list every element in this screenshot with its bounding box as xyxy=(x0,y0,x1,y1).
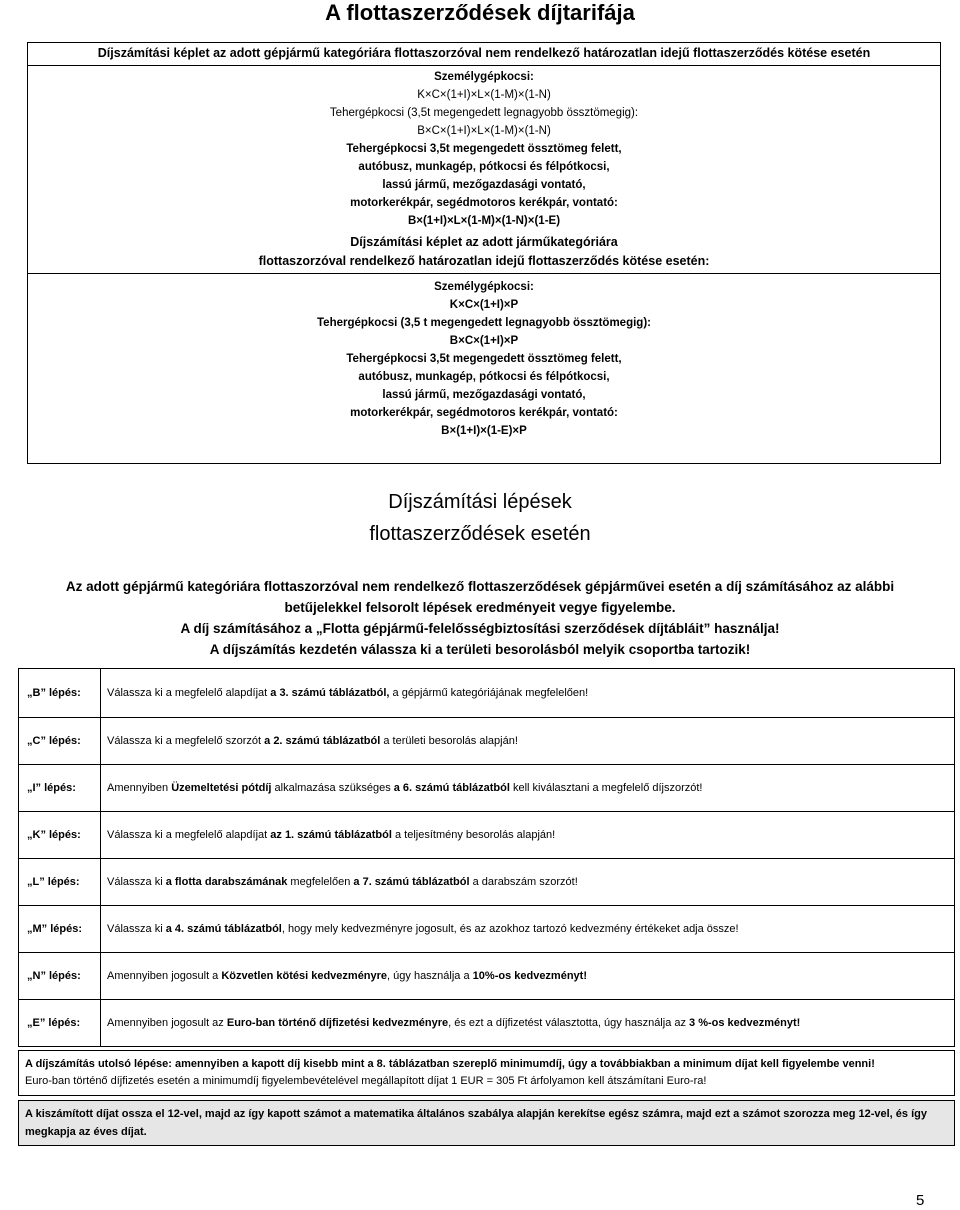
intro-line: Az adott gépjármű kategóriára flottaszorzóval nem rendelkező flottaszerződések gépjárművei esetén a díj számításához az alábbi xyxy=(65,579,895,594)
formula-line: Tehergépkocsi 3,5t megengedett össztömeg felett, xyxy=(346,143,622,155)
step-text: 3 %-os kedvezményt! xyxy=(689,1017,801,1029)
step-label: „I” lépés: xyxy=(19,765,101,812)
step-row xyxy=(19,953,955,1000)
note-euro-conversion: Euro-ban történő díjfizetés esetén a minimumdíj figyelembevételével megállapított díjat 1 EUR = 305 Ft árfolyamon kell átszámítani Euro-ra! xyxy=(25,1075,707,1087)
formula-line: Személygépkocsi: xyxy=(434,71,534,83)
step-label: „E” lépés: xyxy=(19,1000,101,1047)
step-label: „M” lépés: xyxy=(19,906,101,953)
steps-table xyxy=(18,668,955,1047)
step-text: kell kiválasztani a megfelelő díjszorzót! xyxy=(509,782,703,794)
step-description xyxy=(101,765,955,812)
step-row xyxy=(19,765,955,812)
step-text: a területi besorolás alapján! xyxy=(380,735,518,747)
formula-line: Tehergépkocsi 3,5t megengedett össztömeg felett, xyxy=(346,353,622,365)
step-text: , hogy mely kedvezményre jogosult, és az azokhoz tartozó kedvezmény értékeket adja össze! xyxy=(281,923,739,935)
page-number: 5 xyxy=(916,1192,925,1209)
step-text: , úgy használja a xyxy=(387,970,473,982)
step-text: Amennyiben jogosult az xyxy=(107,1017,227,1029)
step-row xyxy=(19,906,955,953)
note-annual-fee: A kiszámított díjat ossza el 12-vel, majd az így kapott számot a matematika általános szabálya alapján kerekítse egész számra, majd ezt a számot szorozza meg 12-vel, és így megkapja az éves díjat. xyxy=(18,1100,955,1146)
step-description xyxy=(101,1000,955,1047)
step-text: alkalmazása szükséges xyxy=(271,782,394,794)
step-row xyxy=(19,859,955,906)
formula-line: Tehergépkocsi (3,5 t megengedett legnagyobb össztömegig): xyxy=(317,317,651,329)
step-text: az 1. számú táblázatból xyxy=(270,829,392,841)
divider xyxy=(28,273,940,274)
step-text: Válassza ki xyxy=(107,923,166,935)
section-title-line1: Díjszámítási lépések xyxy=(388,491,572,513)
step-text: a darabszám szorzót! xyxy=(469,876,578,888)
step-description xyxy=(101,906,955,953)
step-text: a 2. számú táblázatból xyxy=(264,735,381,747)
step-text: Válassza ki xyxy=(107,876,166,888)
step-text: Válassza ki a megfelelő szorzót xyxy=(107,735,265,747)
formula-line: B×C×(1+I)×P xyxy=(449,335,519,347)
step-text: a flotta darabszámának xyxy=(165,876,288,888)
note-minimum-fee-bold: A díjszámítás utolsó lépése: amennyiben a kapott díj kisebb mint a 8. táblázatban szereplő minimumdíj, úgy a továbbiakban a minimum díjat kell figyelembe venni! xyxy=(25,1058,875,1070)
step-text: Amennyiben xyxy=(107,782,172,794)
step-text: a teljesítmény besorolás alapján! xyxy=(391,829,556,841)
step-row xyxy=(19,669,955,718)
step-text: a 3. számú táblázatból, xyxy=(270,687,390,699)
step-text: Amennyiben jogosult a xyxy=(107,970,222,982)
step-row xyxy=(19,718,955,765)
section-title-line2: flottaszerződések esetén xyxy=(369,523,591,545)
formula-line: lassú jármű, mezőgazdasági vontató, xyxy=(382,389,586,401)
formula-header: Díjszámítási képlet az adott gépjármű kategóriára flottaszorzóval nem rendelkező határozatlan idejű flottaszerződés kötése esetén xyxy=(28,43,940,66)
step-description xyxy=(101,669,955,718)
intro-line: A díjszámítás kezdetén válassza ki a területi besorolásból melyik csoportba tartozik! xyxy=(209,642,751,657)
intro-line: betűjelekkel felsorolt lépések eredményeit vegye figyelembe. xyxy=(284,600,676,615)
step-label: „L” lépés: xyxy=(19,859,101,906)
formula-header-2-line2: flottaszorzóval rendelkező határozatlan idejű flottaszerződés kötése esetén: xyxy=(258,254,710,268)
intro-line: A díj számításához a „Flotta gépjármű-felelősségbiztosítási szerződések díjtábláit” használja! xyxy=(180,621,780,636)
step-text: 10%-os kedvezményt! xyxy=(472,970,587,982)
formula-line: lassú jármű, mezőgazdasági vontató, xyxy=(382,179,586,191)
step-text: megfelelően xyxy=(287,876,354,888)
step-text: a 7. számú táblázatból xyxy=(353,876,470,888)
formula-line: K×C×(1+I)×L×(1-M)×(1-N) xyxy=(417,89,551,101)
step-row xyxy=(19,812,955,859)
step-label: „K” lépés: xyxy=(19,812,101,859)
step-text: Válassza ki a megfelelő alapdíjat xyxy=(107,687,271,699)
step-label: „N” lépés: xyxy=(19,953,101,1000)
step-description xyxy=(101,859,955,906)
intro-text xyxy=(0,576,960,660)
formula-line: Személygépkocsi: xyxy=(434,281,534,293)
step-text: a 6. számú táblázatból xyxy=(393,782,510,794)
formula-line: autóbusz, munkagép, pótkocsi és félpótkocsi, xyxy=(358,371,610,383)
step-text: , és ezt a díjfizetést választotta, úgy használja az xyxy=(448,1017,690,1029)
step-label: „C” lépés: xyxy=(19,718,101,765)
formula-line: Tehergépkocsi (3,5t megengedett legnagyobb össztömegig): xyxy=(329,107,639,119)
section-title xyxy=(0,486,960,550)
step-text: Válassza ki a megfelelő alapdíjat xyxy=(107,829,271,841)
formula-lines-no-multiplier xyxy=(28,66,940,230)
page-title: A flottaszerződések díjtarifája xyxy=(325,0,635,25)
formula-line: B×C×(1+I)×L×(1-M)×(1-N) xyxy=(417,125,551,137)
formula-line: motorkerékpár, segédmotoros kerékpár, vontató: xyxy=(350,197,618,209)
formula-line: K×C×(1+I)×P xyxy=(449,299,519,311)
step-text: a gépjármű kategóriájának megfelelően! xyxy=(389,687,589,699)
formula-line: autóbusz, munkagép, pótkocsi és félpótkocsi, xyxy=(358,161,610,173)
formula-lines-with-multiplier xyxy=(28,278,940,440)
step-text: a 4. számú táblázatból xyxy=(165,923,282,935)
step-description xyxy=(101,812,955,859)
formula-box xyxy=(27,42,941,464)
formula-line: motorkerékpár, segédmotoros kerékpár, vontató: xyxy=(350,407,618,419)
formula-line: B×(1+I)×(1-E)×P xyxy=(441,425,527,437)
step-description xyxy=(101,718,955,765)
formula-line: B×(1+I)×L×(1-M)×(1-N)×(1-E) xyxy=(407,215,561,227)
note-minimum-fee xyxy=(18,1050,955,1096)
step-description xyxy=(101,953,955,1000)
step-label: „B” lépés: xyxy=(19,669,101,718)
step-text: Üzemeltetési pótdíj xyxy=(171,782,272,794)
step-text: Euro-ban történő díjfizetési kedvezményre xyxy=(226,1017,449,1029)
formula-header-2-line1: Díjszámítási képlet az adott járműkategóriára xyxy=(350,235,618,249)
step-row xyxy=(19,1000,955,1047)
step-text: Közvetlen kötési kedvezményre xyxy=(221,970,388,982)
